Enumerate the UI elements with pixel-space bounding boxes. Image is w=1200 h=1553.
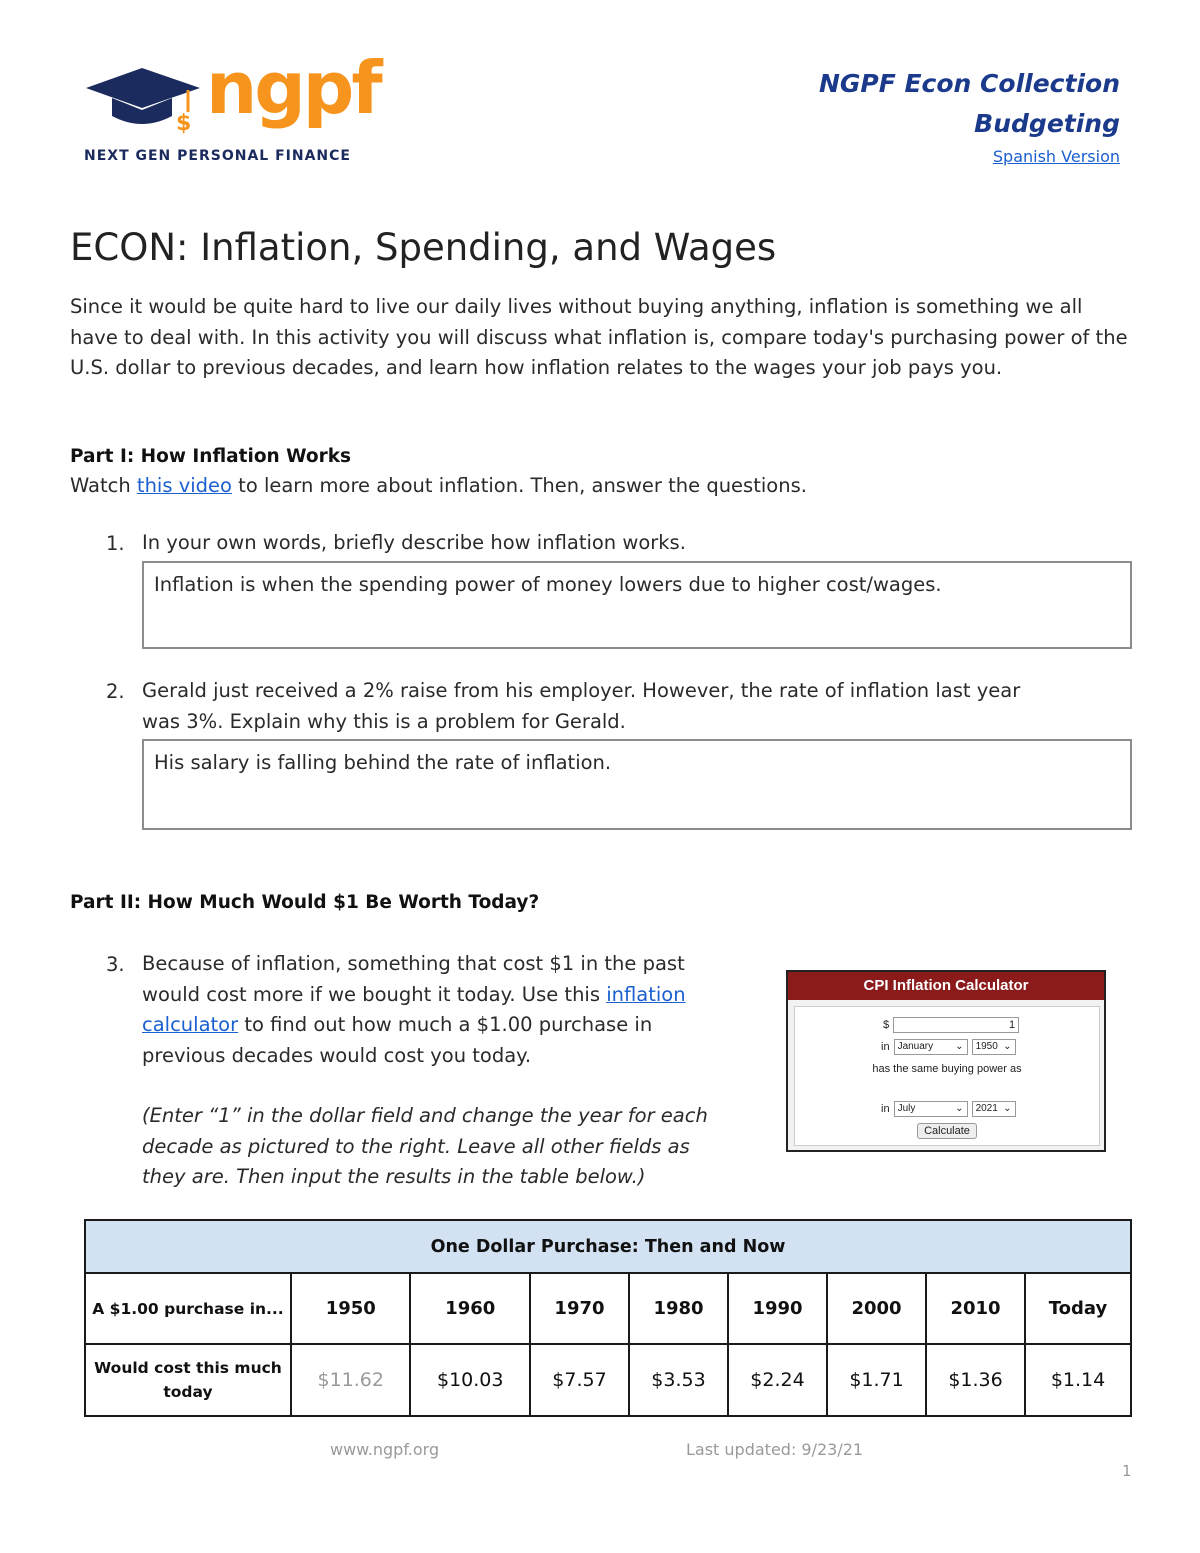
calc-month-to-select — [894, 1101, 968, 1117]
q2-answer-box[interactable] — [142, 739, 1132, 830]
q2-line1: Gerald just received a 2% raise from his employer. However, the rate of inflation last year — [142, 679, 1021, 702]
q3-line1: Because of inflation, something that cost $1 in the past — [142, 952, 685, 975]
spanish-version-link[interactable]: Spanish Version — [992, 147, 1120, 166]
calc-year-to-select — [972, 1101, 1016, 1117]
value-cell[interactable]: $11.62 — [291, 1344, 410, 1416]
part1-desc-before: Watch — [70, 474, 137, 497]
calc-year-to: 2021 — [975, 1103, 998, 1114]
calc-dollar-sign: $ — [883, 1019, 890, 1031]
q2-line2: was 3%. Explain why this is a problem for Gerald. — [142, 709, 626, 733]
topic-title: Budgeting — [974, 109, 1120, 138]
q3-note2: decade as pictured to the right. Leave all other fields as — [142, 1134, 690, 1158]
page-number: 1 — [1122, 1462, 1132, 1480]
q1-text: In your own words, briefly describe how inflation works. — [142, 531, 686, 554]
year-cell: 2000 — [827, 1273, 926, 1344]
q2-text — [142, 676, 1020, 737]
calc-in-label-2: in — [881, 1103, 890, 1115]
calc-amount-row — [883, 1017, 1019, 1033]
year-cell: 1950 — [291, 1273, 410, 1344]
chevron-down-icon: ⌄ — [955, 1103, 964, 1114]
q3-line2-text: would cost more if we bought it today. Use this — [142, 982, 607, 1006]
calc-month-from: January — [897, 1041, 934, 1052]
calc-year-from-select — [972, 1039, 1016, 1055]
intro-paragraph: Since it would be quite hard to live our daily lives without buying anything, inflation is something we all have to deal with. In this activity you will discuss what inflation is, compare today's purchasing power of the U.S. dollar to previous decades, and learn how inflation relates to the wages your job pays you. — [70, 295, 1128, 379]
one-dollar-table — [84, 1219, 1132, 1417]
page-title: ECON: Inflation, Spending, and Wages — [70, 226, 777, 269]
year-cell: 1980 — [629, 1273, 728, 1344]
value-cell[interactable]: $7.57 — [530, 1344, 629, 1416]
part2-heading: Part II: How Much Would $1 Be Worth Today? — [70, 892, 540, 913]
header-right — [819, 64, 1120, 168]
cpi-calculator-image — [786, 970, 1106, 1152]
footer-updated: Last updated: 9/23/21 — [686, 1440, 864, 1459]
value-cell[interactable]: $1.14 — [1025, 1344, 1131, 1416]
calc-year-from: 1950 — [975, 1041, 998, 1052]
ngpf-logo — [84, 46, 384, 172]
calc-to-row — [881, 1101, 1016, 1117]
value-cell[interactable]: $1.36 — [926, 1344, 1025, 1416]
calc-same-power-text: has the same buying power as — [872, 1063, 1022, 1075]
svg-text:$: $ — [176, 111, 192, 136]
calc-calculate-button: Calculate — [917, 1123, 977, 1139]
row-label-purchase: A $1.00 purchase in... — [85, 1273, 291, 1344]
table-value-row — [85, 1344, 1131, 1416]
value-cell[interactable]: $1.71 — [827, 1344, 926, 1416]
q1-answer-box[interactable] — [142, 561, 1132, 649]
chevron-down-icon: ⌄ — [1003, 1103, 1012, 1114]
row-label-cost: Would cost this much today — [85, 1344, 291, 1416]
q3-note3: they are. Then input the results in the table below.) — [142, 1165, 646, 1188]
year-cell: 1960 — [410, 1273, 529, 1344]
year-cell: 1990 — [728, 1273, 827, 1344]
calc-in-label: in — [881, 1041, 890, 1053]
q3-text — [142, 949, 708, 1193]
q3-line4: previous decades would cost you today. — [142, 1043, 532, 1067]
calc-button-row — [795, 1123, 1099, 1139]
calc-month-from-select — [894, 1039, 968, 1055]
year-cell: Today — [1025, 1273, 1131, 1344]
q1-number: 1. — [106, 532, 125, 555]
part1-heading: Part I: How Inflation Works — [70, 446, 352, 467]
q3-number: 3. — [106, 953, 125, 976]
q2-answer: His salary is falling behind the rate of inflation. — [154, 751, 612, 774]
q3-note1: (Enter “1” in the dollar field and change the year for each — [142, 1104, 708, 1127]
part1-description — [70, 474, 807, 497]
calc-month-to: July — [897, 1103, 916, 1114]
logo-wordmark: ngpf — [206, 46, 380, 130]
table-header-row — [85, 1273, 1131, 1344]
value-cell[interactable]: $2.24 — [728, 1344, 827, 1416]
q3-line3 — [142, 1010, 708, 1041]
calc-from-row — [881, 1039, 1016, 1055]
q2-number: 2. — [106, 680, 125, 703]
value-cell[interactable]: $3.53 — [629, 1344, 728, 1416]
calc-amount-input: 1 — [893, 1017, 1019, 1033]
q1-answer: Inflation is when the spending power of money lowers due to higher cost/wages. — [154, 573, 942, 596]
q3-line3-text: to find out how much a $1.00 purchase in — [238, 1013, 653, 1036]
table-caption: One Dollar Purchase: Then and Now — [85, 1220, 1131, 1273]
q3-line2 — [142, 980, 708, 1011]
inflation-link[interactable]: inflation — [606, 982, 686, 1006]
collection-title: NGPF Econ Collection — [818, 69, 1120, 98]
calculator-title: CPI Inflation Calculator — [788, 972, 1104, 1000]
video-link[interactable]: this video — [136, 474, 232, 497]
value-cell[interactable]: $10.03 — [410, 1344, 529, 1416]
chevron-down-icon: ⌄ — [1003, 1041, 1012, 1052]
year-cell: 2010 — [926, 1273, 1025, 1344]
chevron-down-icon: ⌄ — [955, 1041, 964, 1052]
logo-tagline: NEXT GEN PERSONAL FINANCE — [84, 148, 351, 164]
footer-url: www.ngpf.org — [330, 1440, 440, 1459]
calc-same-power — [795, 1063, 1099, 1075]
part1-desc-after: to learn more about inflation. Then, answer the questions. — [231, 474, 807, 497]
calculator-link[interactable]: calculator — [142, 1013, 239, 1036]
graduation-cap-icon — [84, 66, 204, 146]
calculator-body — [794, 1006, 1100, 1146]
year-cell: 1970 — [530, 1273, 629, 1344]
